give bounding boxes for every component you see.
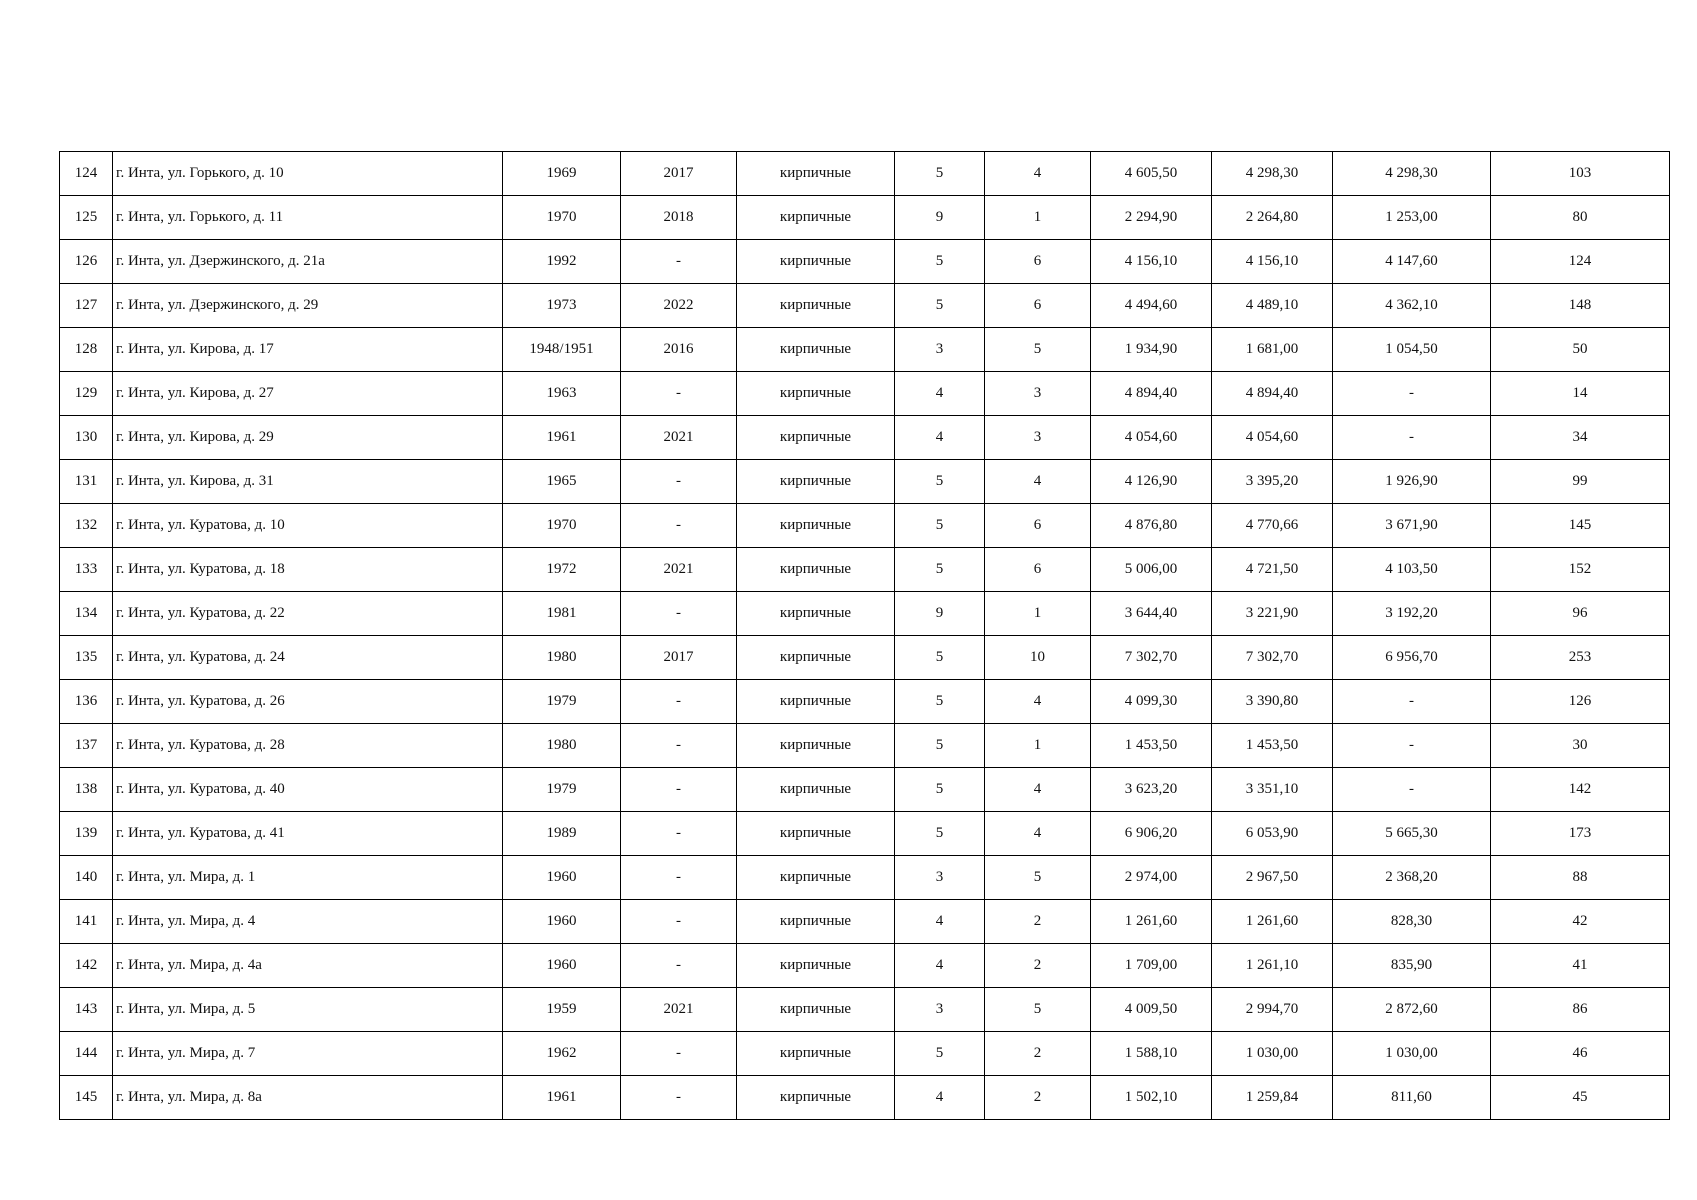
- total-area-cell: 4 894,40: [1091, 372, 1212, 416]
- year-built-cell: 1960: [503, 900, 621, 944]
- year-built-cell: 1961: [503, 416, 621, 460]
- floors-cell: 5: [895, 152, 985, 196]
- address-cell: г. Инта, ул. Мира, д. 4а: [113, 944, 503, 988]
- private-area-cell: 835,90: [1333, 944, 1491, 988]
- year-built-cell: 1979: [503, 680, 621, 724]
- floors-cell: 5: [895, 504, 985, 548]
- address-cell: г. Инта, ул. Куратова, д. 26: [113, 680, 503, 724]
- repair-year-cell: -: [621, 460, 737, 504]
- address-cell: г. Инта, ул. Дзержинского, д. 21а: [113, 240, 503, 284]
- total-area-cell: 7 302,70: [1091, 636, 1212, 680]
- wall-material-cell: кирпичные: [737, 284, 895, 328]
- year-built-cell: 1961: [503, 1076, 621, 1120]
- wall-material-cell: кирпичные: [737, 900, 895, 944]
- floors-cell: 5: [895, 724, 985, 768]
- wall-material-cell: кирпичные: [737, 856, 895, 900]
- floors-cell: 5: [895, 284, 985, 328]
- total-area-cell: 1 453,50: [1091, 724, 1212, 768]
- total-area-cell: 1 709,00: [1091, 944, 1212, 988]
- total-area-cell: 4 099,30: [1091, 680, 1212, 724]
- year-built-cell: 1970: [503, 196, 621, 240]
- table-body: [60, 152, 1670, 1120]
- row-number: 133: [60, 548, 113, 592]
- housing-registry-table: [59, 151, 1670, 1120]
- year-built-cell: 1965: [503, 460, 621, 504]
- row-number: 130: [60, 416, 113, 460]
- address-cell: г. Инта, ул. Куратова, д. 40: [113, 768, 503, 812]
- floors-cell: 4: [895, 416, 985, 460]
- floors-cell: 4: [895, 944, 985, 988]
- row-number: 139: [60, 812, 113, 856]
- row-number: 131: [60, 460, 113, 504]
- entrances-cell: 4: [985, 460, 1091, 504]
- residents-cell: 86: [1491, 988, 1670, 1032]
- year-built-cell: 1980: [503, 724, 621, 768]
- private-area-cell: 2 872,60: [1333, 988, 1491, 1032]
- row-number: 134: [60, 592, 113, 636]
- entrances-cell: 4: [985, 812, 1091, 856]
- year-built-cell: 1972: [503, 548, 621, 592]
- total-area-cell: 6 906,20: [1091, 812, 1212, 856]
- row-number: 144: [60, 1032, 113, 1076]
- repair-year-cell: -: [621, 1076, 737, 1120]
- year-built-cell: 1989: [503, 812, 621, 856]
- row-number: 124: [60, 152, 113, 196]
- entrances-cell: 10: [985, 636, 1091, 680]
- floors-cell: 4: [895, 372, 985, 416]
- wall-material-cell: кирпичные: [737, 768, 895, 812]
- wall-material-cell: кирпичные: [737, 592, 895, 636]
- repair-year-cell: -: [621, 768, 737, 812]
- residents-cell: 99: [1491, 460, 1670, 504]
- year-built-cell: 1948/1951: [503, 328, 621, 372]
- private-area-cell: 1 926,90: [1333, 460, 1491, 504]
- row-number: 145: [60, 1076, 113, 1120]
- living-area-cell: 4 894,40: [1212, 372, 1333, 416]
- table-row: [60, 240, 1670, 284]
- entrances-cell: 3: [985, 416, 1091, 460]
- table-row: [60, 284, 1670, 328]
- residents-cell: 96: [1491, 592, 1670, 636]
- total-area-cell: 2 974,00: [1091, 856, 1212, 900]
- wall-material-cell: кирпичные: [737, 680, 895, 724]
- residents-cell: 34: [1491, 416, 1670, 460]
- row-number: 128: [60, 328, 113, 372]
- living-area-cell: 3 221,90: [1212, 592, 1333, 636]
- row-number: 126: [60, 240, 113, 284]
- address-cell: г. Инта, ул. Мира, д. 8а: [113, 1076, 503, 1120]
- living-area-cell: 1 453,50: [1212, 724, 1333, 768]
- total-area-cell: 4 126,90: [1091, 460, 1212, 504]
- table-row: [60, 680, 1670, 724]
- repair-year-cell: 2018: [621, 196, 737, 240]
- entrances-cell: 4: [985, 152, 1091, 196]
- row-number: 125: [60, 196, 113, 240]
- year-built-cell: 1960: [503, 944, 621, 988]
- residents-cell: 124: [1491, 240, 1670, 284]
- residents-cell: 14: [1491, 372, 1670, 416]
- entrances-cell: 6: [985, 284, 1091, 328]
- residents-cell: 88: [1491, 856, 1670, 900]
- entrances-cell: 2: [985, 1076, 1091, 1120]
- entrances-cell: 6: [985, 548, 1091, 592]
- private-area-cell: -: [1333, 416, 1491, 460]
- address-cell: г. Инта, ул. Куратова, д. 24: [113, 636, 503, 680]
- living-area-cell: 3 395,20: [1212, 460, 1333, 504]
- row-number: 140: [60, 856, 113, 900]
- wall-material-cell: кирпичные: [737, 504, 895, 548]
- entrances-cell: 4: [985, 680, 1091, 724]
- address-cell: г. Инта, ул. Кирова, д. 27: [113, 372, 503, 416]
- repair-year-cell: 2021: [621, 416, 737, 460]
- floors-cell: 9: [895, 592, 985, 636]
- total-area-cell: 1 502,10: [1091, 1076, 1212, 1120]
- repair-year-cell: -: [621, 592, 737, 636]
- address-cell: г. Инта, ул. Куратова, д. 22: [113, 592, 503, 636]
- wall-material-cell: кирпичные: [737, 812, 895, 856]
- entrances-cell: 3: [985, 372, 1091, 416]
- address-cell: г. Инта, ул. Куратова, д. 28: [113, 724, 503, 768]
- address-cell: г. Инта, ул. Дзержинского, д. 29: [113, 284, 503, 328]
- living-area-cell: 2 994,70: [1212, 988, 1333, 1032]
- table-row: [60, 416, 1670, 460]
- table-row: [60, 988, 1670, 1032]
- address-cell: г. Инта, ул. Куратова, д. 10: [113, 504, 503, 548]
- living-area-cell: 1 030,00: [1212, 1032, 1333, 1076]
- address-cell: г. Инта, ул. Горького, д. 11: [113, 196, 503, 240]
- private-area-cell: 5 665,30: [1333, 812, 1491, 856]
- table-row: [60, 724, 1670, 768]
- year-built-cell: 1979: [503, 768, 621, 812]
- entrances-cell: 2: [985, 944, 1091, 988]
- repair-year-cell: 2021: [621, 988, 737, 1032]
- table-row: [60, 944, 1670, 988]
- floors-cell: 5: [895, 1032, 985, 1076]
- wall-material-cell: кирпичные: [737, 416, 895, 460]
- year-built-cell: 1962: [503, 1032, 621, 1076]
- private-area-cell: 4 362,10: [1333, 284, 1491, 328]
- table-row: [60, 768, 1670, 812]
- table-row: [60, 856, 1670, 900]
- wall-material-cell: кирпичные: [737, 240, 895, 284]
- wall-material-cell: кирпичные: [737, 988, 895, 1032]
- residents-cell: 173: [1491, 812, 1670, 856]
- floors-cell: 4: [895, 900, 985, 944]
- wall-material-cell: кирпичные: [737, 548, 895, 592]
- year-built-cell: 1980: [503, 636, 621, 680]
- private-area-cell: 1 054,50: [1333, 328, 1491, 372]
- year-built-cell: 1959: [503, 988, 621, 1032]
- repair-year-cell: -: [621, 372, 737, 416]
- table-row: [60, 504, 1670, 548]
- living-area-cell: 4 770,66: [1212, 504, 1333, 548]
- entrances-cell: 2: [985, 900, 1091, 944]
- living-area-cell: 4 298,30: [1212, 152, 1333, 196]
- living-area-cell: 3 351,10: [1212, 768, 1333, 812]
- total-area-cell: 4 054,60: [1091, 416, 1212, 460]
- table-row: [60, 548, 1670, 592]
- repair-year-cell: 2017: [621, 152, 737, 196]
- wall-material-cell: кирпичные: [737, 944, 895, 988]
- total-area-cell: 2 294,90: [1091, 196, 1212, 240]
- address-cell: г. Инта, ул. Горького, д. 10: [113, 152, 503, 196]
- entrances-cell: 5: [985, 988, 1091, 1032]
- residents-cell: 152: [1491, 548, 1670, 592]
- address-cell: г. Инта, ул. Мира, д. 4: [113, 900, 503, 944]
- total-area-cell: 4 156,10: [1091, 240, 1212, 284]
- residents-cell: 80: [1491, 196, 1670, 240]
- floors-cell: 5: [895, 812, 985, 856]
- total-area-cell: 4 605,50: [1091, 152, 1212, 196]
- table-row: [60, 328, 1670, 372]
- address-cell: г. Инта, ул. Кирова, д. 17: [113, 328, 503, 372]
- total-area-cell: 3 644,40: [1091, 592, 1212, 636]
- entrances-cell: 1: [985, 724, 1091, 768]
- residents-cell: 145: [1491, 504, 1670, 548]
- floors-cell: 5: [895, 460, 985, 504]
- living-area-cell: 2 264,80: [1212, 196, 1333, 240]
- repair-year-cell: 2016: [621, 328, 737, 372]
- table-row: [60, 812, 1670, 856]
- year-built-cell: 1969: [503, 152, 621, 196]
- year-built-cell: 1981: [503, 592, 621, 636]
- wall-material-cell: кирпичные: [737, 1076, 895, 1120]
- living-area-cell: 1 261,60: [1212, 900, 1333, 944]
- total-area-cell: 5 006,00: [1091, 548, 1212, 592]
- entrances-cell: 5: [985, 328, 1091, 372]
- wall-material-cell: кирпичные: [737, 460, 895, 504]
- entrances-cell: 2: [985, 1032, 1091, 1076]
- living-area-cell: 4 721,50: [1212, 548, 1333, 592]
- wall-material-cell: кирпичные: [737, 636, 895, 680]
- total-area-cell: 1 261,60: [1091, 900, 1212, 944]
- private-area-cell: -: [1333, 768, 1491, 812]
- repair-year-cell: -: [621, 900, 737, 944]
- table-row: [60, 196, 1670, 240]
- residents-cell: 42: [1491, 900, 1670, 944]
- row-number: 136: [60, 680, 113, 724]
- living-area-cell: 1 259,84: [1212, 1076, 1333, 1120]
- total-area-cell: 1 934,90: [1091, 328, 1212, 372]
- row-number: 138: [60, 768, 113, 812]
- private-area-cell: 2 368,20: [1333, 856, 1491, 900]
- repair-year-cell: -: [621, 504, 737, 548]
- residents-cell: 45: [1491, 1076, 1670, 1120]
- address-cell: г. Инта, ул. Мира, д. 1: [113, 856, 503, 900]
- year-built-cell: 1973: [503, 284, 621, 328]
- total-area-cell: 4 494,60: [1091, 284, 1212, 328]
- repair-year-cell: 2022: [621, 284, 737, 328]
- repair-year-cell: -: [621, 944, 737, 988]
- wall-material-cell: кирпичные: [737, 152, 895, 196]
- private-area-cell: -: [1333, 724, 1491, 768]
- private-area-cell: 4 103,50: [1333, 548, 1491, 592]
- row-number: 127: [60, 284, 113, 328]
- repair-year-cell: -: [621, 856, 737, 900]
- residents-cell: 103: [1491, 152, 1670, 196]
- address-cell: г. Инта, ул. Кирова, д. 31: [113, 460, 503, 504]
- private-area-cell: -: [1333, 372, 1491, 416]
- row-number: 142: [60, 944, 113, 988]
- residents-cell: 126: [1491, 680, 1670, 724]
- total-area-cell: 3 623,20: [1091, 768, 1212, 812]
- wall-material-cell: кирпичные: [737, 196, 895, 240]
- residents-cell: 50: [1491, 328, 1670, 372]
- private-area-cell: 828,30: [1333, 900, 1491, 944]
- table-row: [60, 372, 1670, 416]
- living-area-cell: 7 302,70: [1212, 636, 1333, 680]
- residents-cell: 46: [1491, 1032, 1670, 1076]
- table-row: [60, 900, 1670, 944]
- repair-year-cell: -: [621, 240, 737, 284]
- address-cell: г. Инта, ул. Кирова, д. 29: [113, 416, 503, 460]
- entrances-cell: 1: [985, 592, 1091, 636]
- residents-cell: 30: [1491, 724, 1670, 768]
- floors-cell: 5: [895, 548, 985, 592]
- address-cell: г. Инта, ул. Мира, д. 7: [113, 1032, 503, 1076]
- repair-year-cell: -: [621, 680, 737, 724]
- wall-material-cell: кирпичные: [737, 328, 895, 372]
- year-built-cell: 1963: [503, 372, 621, 416]
- total-area-cell: 1 588,10: [1091, 1032, 1212, 1076]
- floors-cell: 5: [895, 680, 985, 724]
- year-built-cell: 1970: [503, 504, 621, 548]
- private-area-cell: 3 671,90: [1333, 504, 1491, 548]
- floors-cell: 3: [895, 856, 985, 900]
- residents-cell: 148: [1491, 284, 1670, 328]
- year-built-cell: 1992: [503, 240, 621, 284]
- row-number: 135: [60, 636, 113, 680]
- entrances-cell: 1: [985, 196, 1091, 240]
- private-area-cell: 3 192,20: [1333, 592, 1491, 636]
- address-cell: г. Инта, ул. Куратова, д. 18: [113, 548, 503, 592]
- floors-cell: 5: [895, 768, 985, 812]
- row-number: 143: [60, 988, 113, 1032]
- entrances-cell: 6: [985, 504, 1091, 548]
- wall-material-cell: кирпичные: [737, 1032, 895, 1076]
- year-built-cell: 1960: [503, 856, 621, 900]
- floors-cell: 3: [895, 988, 985, 1032]
- table-row: [60, 460, 1670, 504]
- living-area-cell: 3 390,80: [1212, 680, 1333, 724]
- floors-cell: 4: [895, 1076, 985, 1120]
- table-row: [60, 592, 1670, 636]
- residents-cell: 41: [1491, 944, 1670, 988]
- living-area-cell: 6 053,90: [1212, 812, 1333, 856]
- address-cell: г. Инта, ул. Мира, д. 5: [113, 988, 503, 1032]
- living-area-cell: 4 054,60: [1212, 416, 1333, 460]
- repair-year-cell: -: [621, 1032, 737, 1076]
- total-area-cell: 4 009,50: [1091, 988, 1212, 1032]
- private-area-cell: 811,60: [1333, 1076, 1491, 1120]
- living-area-cell: 1 261,10: [1212, 944, 1333, 988]
- table-row: [60, 152, 1670, 196]
- private-area-cell: -: [1333, 680, 1491, 724]
- floors-cell: 3: [895, 328, 985, 372]
- living-area-cell: 2 967,50: [1212, 856, 1333, 900]
- residents-cell: 142: [1491, 768, 1670, 812]
- private-area-cell: 4 298,30: [1333, 152, 1491, 196]
- residents-cell: 253: [1491, 636, 1670, 680]
- repair-year-cell: -: [621, 724, 737, 768]
- living-area-cell: 4 489,10: [1212, 284, 1333, 328]
- total-area-cell: 4 876,80: [1091, 504, 1212, 548]
- private-area-cell: 6 956,70: [1333, 636, 1491, 680]
- row-number: 137: [60, 724, 113, 768]
- floors-cell: 9: [895, 196, 985, 240]
- row-number: 132: [60, 504, 113, 548]
- repair-year-cell: 2021: [621, 548, 737, 592]
- repair-year-cell: 2017: [621, 636, 737, 680]
- wall-material-cell: кирпичные: [737, 372, 895, 416]
- table-row: [60, 1076, 1670, 1120]
- floors-cell: 5: [895, 636, 985, 680]
- entrances-cell: 6: [985, 240, 1091, 284]
- wall-material-cell: кирпичные: [737, 724, 895, 768]
- table-row: [60, 1032, 1670, 1076]
- repair-year-cell: -: [621, 812, 737, 856]
- floors-cell: 5: [895, 240, 985, 284]
- private-area-cell: 4 147,60: [1333, 240, 1491, 284]
- entrances-cell: 4: [985, 768, 1091, 812]
- table-row: [60, 636, 1670, 680]
- living-area-cell: 4 156,10: [1212, 240, 1333, 284]
- living-area-cell: 1 681,00: [1212, 328, 1333, 372]
- private-area-cell: 1 030,00: [1333, 1032, 1491, 1076]
- entrances-cell: 5: [985, 856, 1091, 900]
- row-number: 129: [60, 372, 113, 416]
- row-number: 141: [60, 900, 113, 944]
- private-area-cell: 1 253,00: [1333, 196, 1491, 240]
- address-cell: г. Инта, ул. Куратова, д. 41: [113, 812, 503, 856]
